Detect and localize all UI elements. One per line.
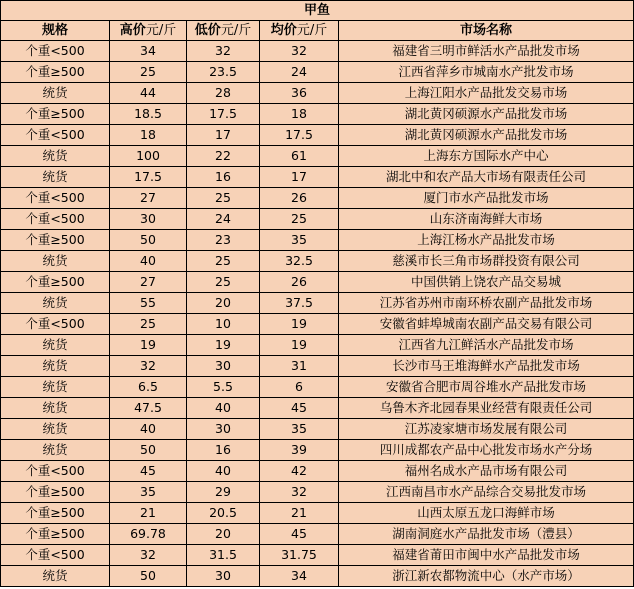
spec-cell: 个重<500 xyxy=(1,545,110,566)
low-price-cell: 25 xyxy=(187,251,260,272)
high-price-cell: 45 xyxy=(110,461,187,482)
table-row xyxy=(1,83,634,104)
table-row xyxy=(1,104,634,125)
high-price-cell: 100 xyxy=(110,146,187,167)
spec-cell: 统货 xyxy=(1,356,110,377)
avg-price-cell: 21 xyxy=(260,503,339,524)
high-price-cell: 32 xyxy=(110,356,187,377)
low-price-cell: 16 xyxy=(187,440,260,461)
spec-cell: 个重<500 xyxy=(1,461,110,482)
avg-price-cell: 39 xyxy=(260,440,339,461)
header-unit: 元/斤 xyxy=(296,23,328,38)
market-name-cell: 湖北黄冈硕源水产品批发市场 xyxy=(339,104,634,125)
spec-cell: 统货 xyxy=(1,440,110,461)
market-name-cell: 四川成都农产品中心批发市场水产分场 xyxy=(339,440,634,461)
header-label: 高价 xyxy=(119,23,146,38)
market-name-cell: 湖北黄冈硕源水产品批发市场 xyxy=(339,125,634,146)
spec-cell: 统货 xyxy=(1,146,110,167)
avg-price-cell: 19 xyxy=(260,314,339,335)
low-price-cell: 17 xyxy=(187,125,260,146)
low-price-cell: 40 xyxy=(187,398,260,419)
high-price-cell: 30 xyxy=(110,209,187,230)
spec-cell: 个重≥500 xyxy=(1,62,110,83)
low-price-cell: 25 xyxy=(187,272,260,293)
table-row xyxy=(1,272,634,293)
table-row xyxy=(1,335,634,356)
spec-cell: 统货 xyxy=(1,167,110,188)
avg-price-cell: 26 xyxy=(260,272,339,293)
avg-price-cell: 45 xyxy=(260,524,339,545)
market-name-cell: 乌鲁木齐北园春果业经营有限责任公司 xyxy=(339,398,634,419)
low-price-cell: 23.5 xyxy=(187,62,260,83)
spec-cell: 统货 xyxy=(1,83,110,104)
table-title: 甲鱼 xyxy=(1,1,634,21)
avg-price-cell: 31 xyxy=(260,356,339,377)
header-high-price xyxy=(110,21,187,41)
spec-cell: 统货 xyxy=(1,293,110,314)
table-body xyxy=(1,41,634,587)
low-price-cell: 29 xyxy=(187,482,260,503)
low-price-cell: 30 xyxy=(187,356,260,377)
avg-price-cell: 32 xyxy=(260,482,339,503)
high-price-cell: 50 xyxy=(110,440,187,461)
spec-cell: 个重<500 xyxy=(1,188,110,209)
low-price-cell: 17.5 xyxy=(187,104,260,125)
table-row xyxy=(1,41,634,62)
low-price-cell: 24 xyxy=(187,209,260,230)
avg-price-cell: 36 xyxy=(260,83,339,104)
spec-cell: 个重≥500 xyxy=(1,503,110,524)
avg-price-cell: 45 xyxy=(260,398,339,419)
high-price-cell: 6.5 xyxy=(110,377,187,398)
header-market-name xyxy=(339,21,634,41)
table-row xyxy=(1,209,634,230)
high-price-cell: 21 xyxy=(110,503,187,524)
header-unit: 元/斤 xyxy=(220,23,252,38)
header-unit: 元/斤 xyxy=(145,23,177,38)
header-label: 低价 xyxy=(194,23,221,38)
table-row xyxy=(1,188,634,209)
market-name-cell: 浙江新农都物流中心（水产市场） xyxy=(339,566,634,587)
table-row xyxy=(1,293,634,314)
market-name-cell: 慈溪市长三角市场群投资有限公司 xyxy=(339,251,634,272)
table-row xyxy=(1,356,634,377)
spec-cell: 个重≥500 xyxy=(1,482,110,503)
spec-cell: 个重<500 xyxy=(1,125,110,146)
high-price-cell: 50 xyxy=(110,230,187,251)
high-price-cell: 17.5 xyxy=(110,167,187,188)
market-name-cell: 江西省萍乡市城南水产批发市场 xyxy=(339,62,634,83)
high-price-cell: 47.5 xyxy=(110,398,187,419)
avg-price-cell: 31.75 xyxy=(260,545,339,566)
table-row xyxy=(1,440,634,461)
high-price-cell: 40 xyxy=(110,419,187,440)
table-row xyxy=(1,419,634,440)
low-price-cell: 40 xyxy=(187,461,260,482)
spec-cell: 统货 xyxy=(1,419,110,440)
low-price-cell: 20 xyxy=(187,524,260,545)
low-price-cell: 28 xyxy=(187,83,260,104)
market-name-cell: 江西南昌市水产品综合交易批发市场 xyxy=(339,482,634,503)
spec-cell: 统货 xyxy=(1,335,110,356)
avg-price-cell: 34 xyxy=(260,566,339,587)
high-price-cell: 27 xyxy=(110,272,187,293)
high-price-cell: 50 xyxy=(110,566,187,587)
avg-price-cell: 26 xyxy=(260,188,339,209)
high-price-cell: 40 xyxy=(110,251,187,272)
high-price-cell: 18.5 xyxy=(110,104,187,125)
avg-price-cell: 35 xyxy=(260,419,339,440)
market-name-cell: 福建省莆田市闽中水产品批发市场 xyxy=(339,545,634,566)
low-price-cell: 10 xyxy=(187,314,260,335)
market-name-cell: 江苏省苏州市南环桥农副产品批发市场 xyxy=(339,293,634,314)
header-low-price xyxy=(187,21,260,41)
market-name-cell: 山西太原五龙口海鲜市场 xyxy=(339,503,634,524)
table-row xyxy=(1,545,634,566)
market-name-cell: 山东济南海鲜大市场 xyxy=(339,209,634,230)
market-name-cell: 中国供销上饶农产品交易城 xyxy=(339,272,634,293)
market-name-cell: 江西省九江鲜活水产品批发市场 xyxy=(339,335,634,356)
market-name-cell: 上海江杨水产品批发市场 xyxy=(339,230,634,251)
low-price-cell: 20 xyxy=(187,293,260,314)
avg-price-cell: 6 xyxy=(260,377,339,398)
high-price-cell: 55 xyxy=(110,293,187,314)
low-price-cell: 20.5 xyxy=(187,503,260,524)
market-name-cell: 福州名成水产品市场有限公司 xyxy=(339,461,634,482)
high-price-cell: 32 xyxy=(110,545,187,566)
low-price-cell: 22 xyxy=(187,146,260,167)
spec-cell: 统货 xyxy=(1,566,110,587)
market-name-cell: 安徽省合肥市周谷堆水产品批发市场 xyxy=(339,377,634,398)
avg-price-cell: 61 xyxy=(260,146,339,167)
header-label: 市场名称 xyxy=(460,23,513,38)
spec-cell: 个重≥500 xyxy=(1,272,110,293)
table-row xyxy=(1,482,634,503)
spec-cell: 个重<500 xyxy=(1,209,110,230)
high-price-cell: 25 xyxy=(110,62,187,83)
spec-cell: 统货 xyxy=(1,377,110,398)
low-price-cell: 19 xyxy=(187,335,260,356)
avg-price-cell: 17.5 xyxy=(260,125,339,146)
avg-price-cell: 24 xyxy=(260,62,339,83)
market-name-cell: 上海江阳水产品批发交易市场 xyxy=(339,83,634,104)
market-name-cell: 江苏凌家塘市场发展有限公司 xyxy=(339,419,634,440)
avg-price-cell: 35 xyxy=(260,230,339,251)
market-name-cell: 厦门市水产品批发市场 xyxy=(339,188,634,209)
avg-price-cell: 18 xyxy=(260,104,339,125)
market-name-cell: 长沙市马王堆海鲜水产品批发市场 xyxy=(339,356,634,377)
header-label: 规格 xyxy=(41,23,68,38)
low-price-cell: 31.5 xyxy=(187,545,260,566)
high-price-cell: 25 xyxy=(110,314,187,335)
low-price-cell: 30 xyxy=(187,566,260,587)
table-row xyxy=(1,230,634,251)
avg-price-cell: 19 xyxy=(260,335,339,356)
low-price-cell: 23 xyxy=(187,230,260,251)
low-price-cell: 30 xyxy=(187,419,260,440)
table-row xyxy=(1,146,634,167)
title-row xyxy=(1,1,634,21)
table-row xyxy=(1,503,634,524)
avg-price-cell: 37.5 xyxy=(260,293,339,314)
spec-cell: 个重<500 xyxy=(1,314,110,335)
avg-price-cell: 17 xyxy=(260,167,339,188)
spec-cell: 个重≥500 xyxy=(1,230,110,251)
market-name-cell: 上海东方国际水产中心 xyxy=(339,146,634,167)
spec-cell: 个重≥500 xyxy=(1,524,110,545)
table-row xyxy=(1,251,634,272)
avg-price-cell: 32.5 xyxy=(260,251,339,272)
market-name-cell: 安徽省蚌埠城南农副产品交易有限公司 xyxy=(339,314,634,335)
high-price-cell: 44 xyxy=(110,83,187,104)
header-spec xyxy=(1,21,110,41)
high-price-cell: 27 xyxy=(110,188,187,209)
market-name-cell: 福建省三明市鲜活水产品批发市场 xyxy=(339,41,634,62)
market-name-cell: 湖北中和农产品大市场有限责任公司 xyxy=(339,167,634,188)
spec-cell: 统货 xyxy=(1,398,110,419)
avg-price-cell: 25 xyxy=(260,209,339,230)
high-price-cell: 19 xyxy=(110,335,187,356)
market-name-cell: 湖南洞庭水产品批发市场（澧县） xyxy=(339,524,634,545)
low-price-cell: 16 xyxy=(187,167,260,188)
avg-price-cell: 32 xyxy=(260,41,339,62)
table-row xyxy=(1,377,634,398)
table-row xyxy=(1,314,634,335)
high-price-cell: 35 xyxy=(110,482,187,503)
high-price-cell: 34 xyxy=(110,41,187,62)
table-row xyxy=(1,566,634,587)
spec-cell: 个重<500 xyxy=(1,41,110,62)
table-row xyxy=(1,167,634,188)
table-row xyxy=(1,524,634,545)
low-price-cell: 32 xyxy=(187,41,260,62)
table-row xyxy=(1,62,634,83)
avg-price-cell: 42 xyxy=(260,461,339,482)
high-price-cell: 69.78 xyxy=(110,524,187,545)
spec-cell: 个重≥500 xyxy=(1,104,110,125)
header-label: 均价 xyxy=(270,23,297,38)
header-avg-price xyxy=(260,21,339,41)
header-row xyxy=(1,21,634,41)
low-price-cell: 25 xyxy=(187,188,260,209)
table-row xyxy=(1,125,634,146)
spec-cell: 统货 xyxy=(1,251,110,272)
table-row xyxy=(1,398,634,419)
low-price-cell: 5.5 xyxy=(187,377,260,398)
high-price-cell: 18 xyxy=(110,125,187,146)
table-row xyxy=(1,461,634,482)
